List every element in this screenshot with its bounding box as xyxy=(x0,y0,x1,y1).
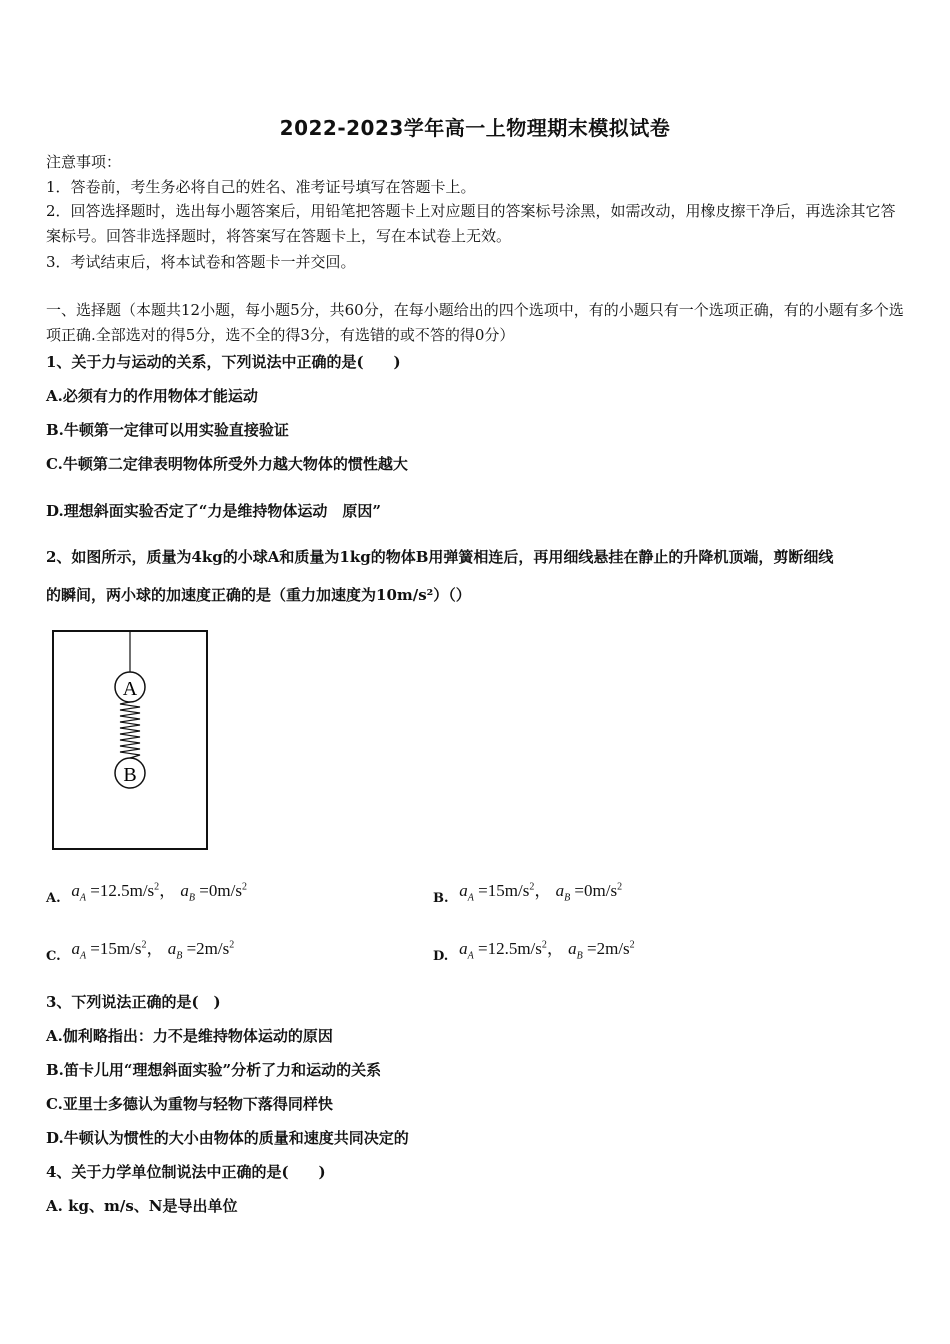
q2-option-c-label: C. xyxy=(46,949,61,964)
q2-stem-line2: 的瞬间，两小球的加速度正确的是（重力加速度为10m/s²）（） xyxy=(46,586,471,604)
ball-b-label: B xyxy=(123,764,137,786)
q3-option-b: B.笛卡儿用“理想斜面实验”分析了力和运动的关系 xyxy=(46,1061,382,1079)
q2-option-c-aB: 2 xyxy=(196,939,205,958)
q2-option-b-aA: 15 xyxy=(487,881,505,900)
section-intro: 一、选择题（本题共12小题，每小题5分，共60分，在每小题给出的四个选项中，有的小题只有一个选项正确，有的小题有多个选项正确.全部选对的得5分，选不全的得3分，有选错的或不答的得0分） xyxy=(46,301,904,344)
notice-heading: 注意事项： xyxy=(46,153,122,171)
q2-option-a: A. $a_A =12.5m/s^2$， $a_B =0m/s^2$ xyxy=(46,881,247,906)
q2-option-d-aB: 2 xyxy=(596,939,606,958)
q2-option-d: D. $a_A =12.5m/s^2$， $a_B =2m/s^2$ xyxy=(433,939,635,964)
q1-option-c: C.牛顿第二定律表明物体所受外力越大物体的惯性越大 xyxy=(46,455,408,473)
notice-item-3: 3．考试结束后，将本试卷和答题卡一并交回。 xyxy=(46,253,356,271)
q1-option-d: D.理想斜面实验否定了“力是维持物体运动 原因” xyxy=(46,502,381,520)
q2-stem-line1: 2、如图所示，质量为4kg的小球A和质量为1kg的物体B用弹簧相连后，再用细线悬挂在静止的升降机顶端，剪断细线 xyxy=(46,548,834,566)
ball-a-label: A xyxy=(122,678,138,700)
notice-item-2: 2．回答选择题时，选出每小题答案后，用铅笔把答题卡上对应题目的答案标号涂黑，如需改动，用橡皮擦干净后，再选涂其它答案标号。回答非选择题时，将答案写在答题卡上，写在本试卷上无效。 xyxy=(46,202,896,245)
q2-option-a-label: A. xyxy=(46,891,61,906)
page-title: 2022-2023学年高一上物理期末模拟试卷 xyxy=(279,116,671,140)
q2-option-a-aA: 12.5 xyxy=(99,881,130,900)
q4-option-a: A. kg、m/s、N是导出单位 xyxy=(46,1197,238,1215)
q2-option-b-label: B. xyxy=(433,891,449,906)
q2-option-d-label: D. xyxy=(433,949,449,964)
q2-option-a-aB: 0 xyxy=(208,881,218,900)
q3-stem: 3、下列说法正确的是( ) xyxy=(46,993,221,1011)
spring xyxy=(120,702,140,758)
elevator-figure xyxy=(52,630,212,856)
q2-option-d-aA: 12.5 xyxy=(487,939,518,958)
q3-option-d: D.牛顿认为惯性的大小由物体的质量和速度共同决定的 xyxy=(46,1129,409,1147)
q1-option-a: A.必须有力的作用物体才能运动 xyxy=(46,387,258,405)
notice-item-1: 1．答卷前，考生务必将自己的姓名、准考证号填写在答题卡上。 xyxy=(46,178,476,196)
q2-option-c: C. $a_A =15m/s^2$， $a_B =2m/s^2$ xyxy=(46,939,235,964)
q4-stem: 4、关于力学单位制说法中正确的是( ) xyxy=(46,1163,326,1181)
q2-option-c-aA: 15 xyxy=(99,939,117,958)
q3-option-a: A.伽利略指出：力不是维持物体运动的原因 xyxy=(46,1027,333,1045)
q1-stem: 1、关于力与运动的关系，下列说法中正确的是( ) xyxy=(46,353,401,371)
q3-option-c: C.亚里士多德认为重物与轻物下落得同样快 xyxy=(46,1095,333,1113)
q2-option-b-aB: 0 xyxy=(584,881,593,900)
q2-option-b: B. $a_A =15m/s^2$， $a_B =0m/s^2$ xyxy=(433,881,623,906)
q1-option-b: B.牛顿第一定律可以用实验直接验证 xyxy=(46,421,289,439)
